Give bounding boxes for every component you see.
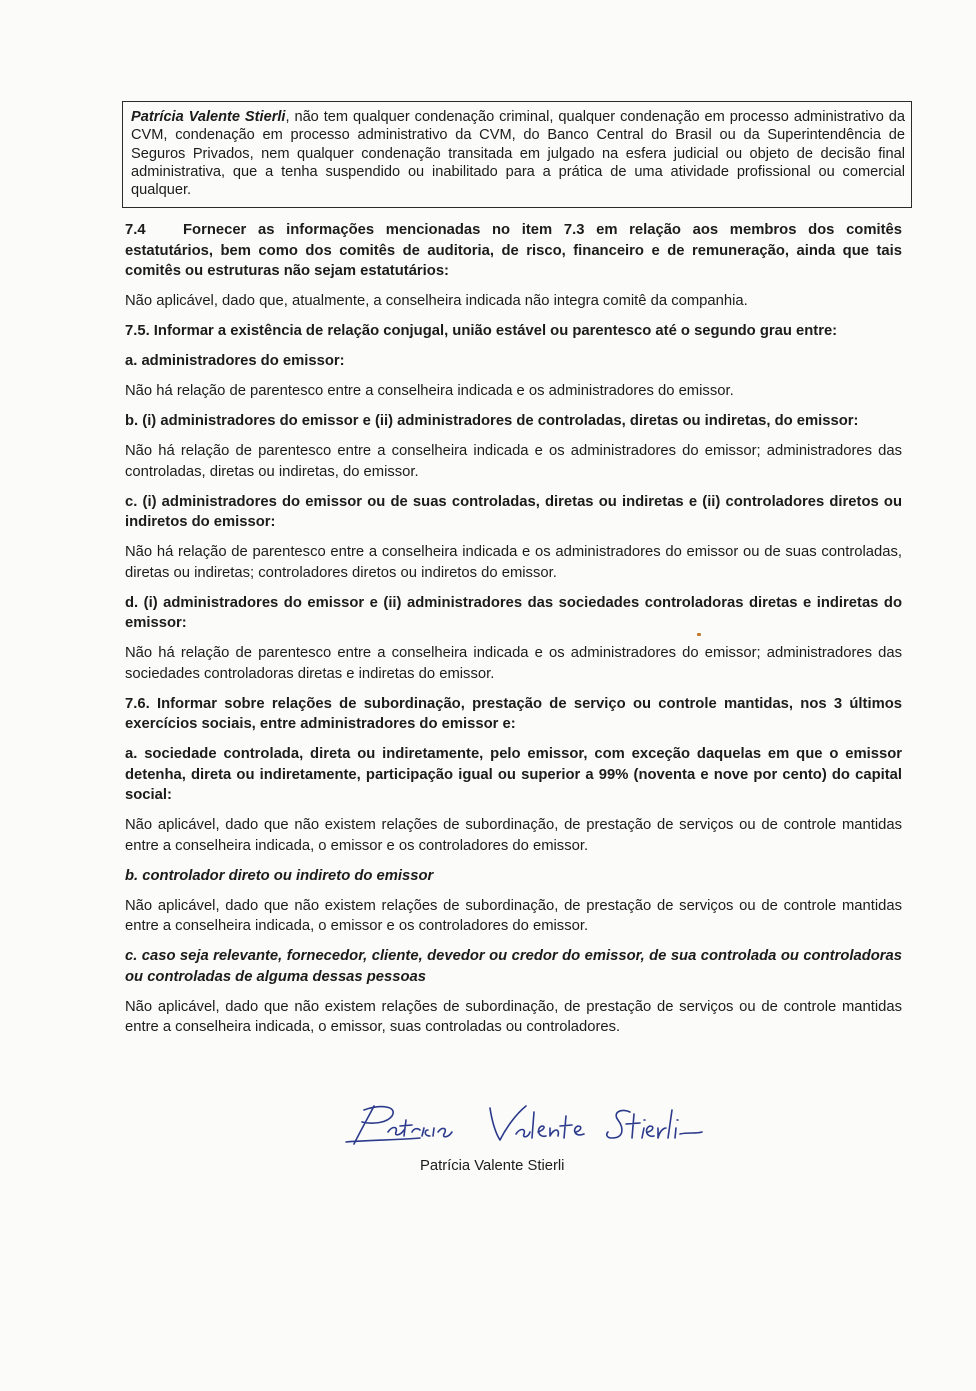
handwritten-signature <box>340 1098 740 1158</box>
section-7-5-a-heading: a. administradores do emissor: <box>125 353 345 369</box>
section-7-5-b-heading: b. (i) administradores do emissor e (ii) administradores de controladas, diretas ou indiretas, do emissor: <box>125 413 859 429</box>
section-7-6-c-answer: Não aplicável, dado que não existem relações de subordinação, de prestação de serviços ou de controle mantidas entre a conselheira indicada, o emissor, suas controladas ou controladores. <box>125 998 902 1035</box>
section-7-5-b-answer: Não há relação de parentesco entre a conselheira indicada e os administradores do emissor; administradores das controladas, diretas ou indiretas, do emissor. <box>125 443 902 480</box>
section-7-4-number: 7.4 <box>125 222 146 238</box>
declaration-box <box>122 101 912 208</box>
section-7-5-c-answer: Não há relação de parentesco entre a conselheira indicada e os administradores do emissor ou de suas controladas, diretas ou indiretas; controladores diretos ou indiretos do emissor. <box>125 544 902 581</box>
section-7-5-c-heading: c. (i) administradores do emissor ou de suas controladas, diretas ou indiretas e (ii) controladores diretos ou indiretos do emissor: <box>125 493 902 530</box>
section-7-6-a-heading: a. sociedade controlada, direta ou indiretamente, pelo emissor, com exceção daquelas em que o emissor detenha, direta ou indiretamente, participação igual ou superior a 99% (noventa e nove por cento) do capital social: <box>125 746 902 803</box>
section-7-6-c-heading: c. caso seja relevante, fornecedor, cliente, devedor ou credor do emissor, de sua controlada ou controladoras ou controladas de alguma dessas pessoas <box>125 948 902 985</box>
signature-drawing <box>340 1098 740 1158</box>
section-7-4-answer: Não aplicável, dado que, atualmente, a conselheira indicada não integra comitê da companhia. <box>125 293 748 309</box>
section-7-5-d-heading: d. (i) administradores do emissor e (ii) administradores das sociedades controladoras diretas e indiretas do emissor: <box>125 594 902 631</box>
section-7-6-heading: 7.6. Informar sobre relações de subordinação, prestação de serviço ou controle mantidas, nos 3 últimos exercícios sociais, entre administradores do emissor e: <box>125 695 902 732</box>
section-7-5-a-answer: Não há relação de parentesco entre a conselheira indicada e os administradores do emissor. <box>125 383 734 399</box>
section-7-6-b-answer: Não aplicável, dado que não existem relações de subordinação, de prestação de serviços ou de controle mantidas entre a conselheira indicada, o emissor e os controladores do emissor. <box>125 897 902 934</box>
signatory-name: Patrícia Valente Stierli <box>420 1158 565 1174</box>
section-7-4-heading <box>125 220 902 282</box>
section-7-5-d-answer: Não há relação de parentesco entre a conselheira indicada e os administradores do emissor; administradores das sociedades controladoras diretas e indiretas do emissor. <box>125 645 902 682</box>
section-7-6-a-answer: Não aplicável, dado que não existem relações de subordinação, de prestação de serviços ou de controle mantidas entre a conselheira indicada, o emissor e os controladores do emissor. <box>125 817 902 854</box>
section-7-4-heading-text: Fornecer as informações mencionadas no item 7.3 em relação aos membros dos comitês estatutários, bem como dos comitês de auditoria, de risco, financeiro e de remuneração, ainda que tais comitês ou estruturas não sejam estatutários: <box>125 222 902 279</box>
declaration-name: Patrícia Valente Stierli <box>131 109 286 125</box>
ink-speck <box>697 633 701 636</box>
declaration-text: , não tem qualquer condenação criminal, qualquer condenação em processo administrativo da CVM, condenação em processo administrativo da CVM, do Banco Central do Brasil ou da Superintendência de Seguros Privados, nem qualquer condenação transitada em julgado na esfera judicial ou objeto de decisão final administrativa, que a tenha suspendido ou inabilitado para a prática de uma atividade profissional ou comercial qualquer. <box>131 109 905 199</box>
document-body <box>125 220 902 1047</box>
section-7-6-b-heading: b. controlador direto ou indireto do emissor <box>125 867 434 884</box>
section-7-5-heading: 7.5. Informar a existência de relação conjugal, união estável ou parentesco até o segundo grau entre: <box>125 323 838 339</box>
